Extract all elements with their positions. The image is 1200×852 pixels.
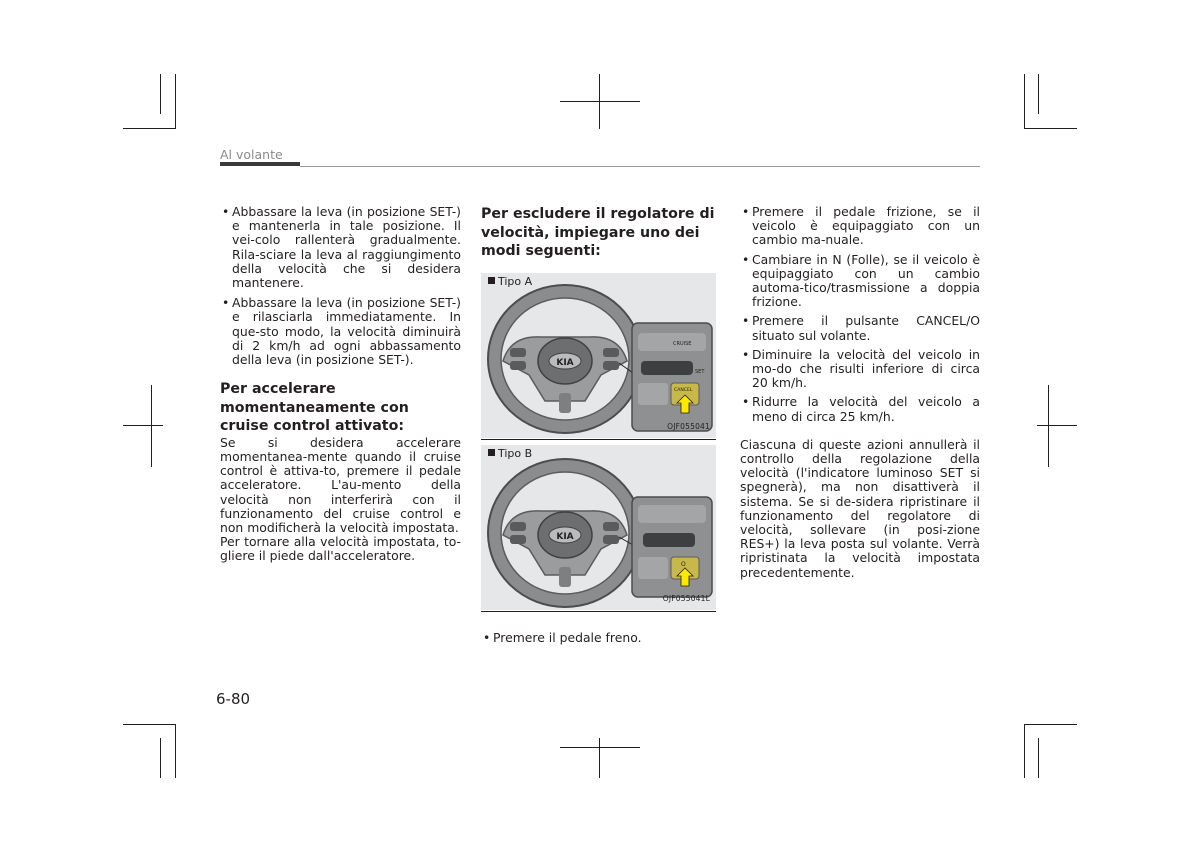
header-rule bbox=[300, 166, 980, 167]
steering-wheel-illustration bbox=[481, 445, 716, 610]
figure-steering-wheel-type-b bbox=[481, 445, 716, 610]
list-item: • Ridurre la velocità del veicolo a meno di circa 25 km/h. bbox=[740, 395, 980, 423]
paragraph: Se si desidera accelerare momentanea-mente quando il cruise control è attiva-to, premere il pedale acceleratore. L'au-mento della velocità non interferirà con il funzionamento del cruise control e non modificherà la velocità impostata. bbox=[220, 434, 461, 535]
section-heading: Per accelerare momentaneamente con cruise control attivato: bbox=[220, 381, 409, 435]
figure-label: Tipo B bbox=[488, 447, 532, 461]
figure-label: Tipo A bbox=[488, 275, 532, 289]
paragraph: Ciascuna di queste azioni annullerà il controllo della regolazione della velocità (l'indicatore luminoso SET si spegnerà), ma non disattiverà il sistema. Se si de-sidera ripristinare il funzionamento del regolatore di velocità, sollevare (in posi-zione RES+) la leva posta sul volante. Verrà ripristinata la velocità impostata precedentemente. bbox=[740, 436, 980, 580]
list-item: • Diminuire la velocità del veicolo in mo-do che risulti inferiore di circa 20 km/h. bbox=[740, 348, 980, 391]
list-item: • Cambiare in N (Folle), se il veicolo è equipaggiato con un cambio automa-tico/trasmissione a doppia frizione. bbox=[740, 253, 980, 310]
svg-text:SET: SET bbox=[695, 368, 705, 375]
column-middle bbox=[481, 205, 717, 657]
column-left bbox=[220, 205, 461, 564]
figure-divider bbox=[481, 439, 716, 440]
svg-text:CRUISE: CRUISE bbox=[673, 340, 692, 347]
list-item: • Premere il pedale frizione, se il veicolo è equipaggiato con un cambio ma-nuale. bbox=[740, 205, 980, 248]
svg-text:KIA: KIA bbox=[556, 531, 574, 542]
svg-text:O: O bbox=[681, 560, 686, 568]
figure-divider bbox=[481, 611, 716, 612]
list-item: • Premere il pulsante CANCEL/O situato sul volante. bbox=[740, 314, 980, 342]
figure-code: OJF055041 bbox=[667, 422, 710, 432]
column-right bbox=[740, 205, 980, 580]
page-number: 6-80 bbox=[216, 690, 251, 708]
steering-wheel-illustration bbox=[481, 273, 716, 438]
section-header: Al volante bbox=[220, 147, 283, 162]
paragraph: Per tornare alla velocità impostata, to-gliere il piede dall'acceleratore. bbox=[220, 534, 461, 564]
figure-code: OJF055041L bbox=[662, 594, 710, 604]
figure-steering-wheel-type-a bbox=[481, 273, 716, 438]
list-item: • Abbassare la leva (in posizione SET-) e rilasciarla immediatamente. In que-sto modo, la velocità diminuirà di 2 km/h ad ogni abbassamento della leva (in posizione SET-). bbox=[220, 296, 461, 367]
section-heading: Per escludere il regolatore di velocità, impiegare uno dei modi seguenti: bbox=[481, 206, 715, 259]
header-accent-bar bbox=[220, 162, 300, 166]
svg-text:KIA: KIA bbox=[556, 357, 574, 368]
list-item: • Premere il pedale freno. bbox=[481, 631, 717, 645]
svg-text:CANCEL: CANCEL bbox=[674, 387, 693, 393]
list-item: • Abbassare la leva (in posizione SET-) e mantenerla in tale posizione. Il vei-colo rallenterà gradualmente. Rila-sciare la leva al raggiungimento della velocità che si desidera mantenere. bbox=[220, 205, 461, 290]
